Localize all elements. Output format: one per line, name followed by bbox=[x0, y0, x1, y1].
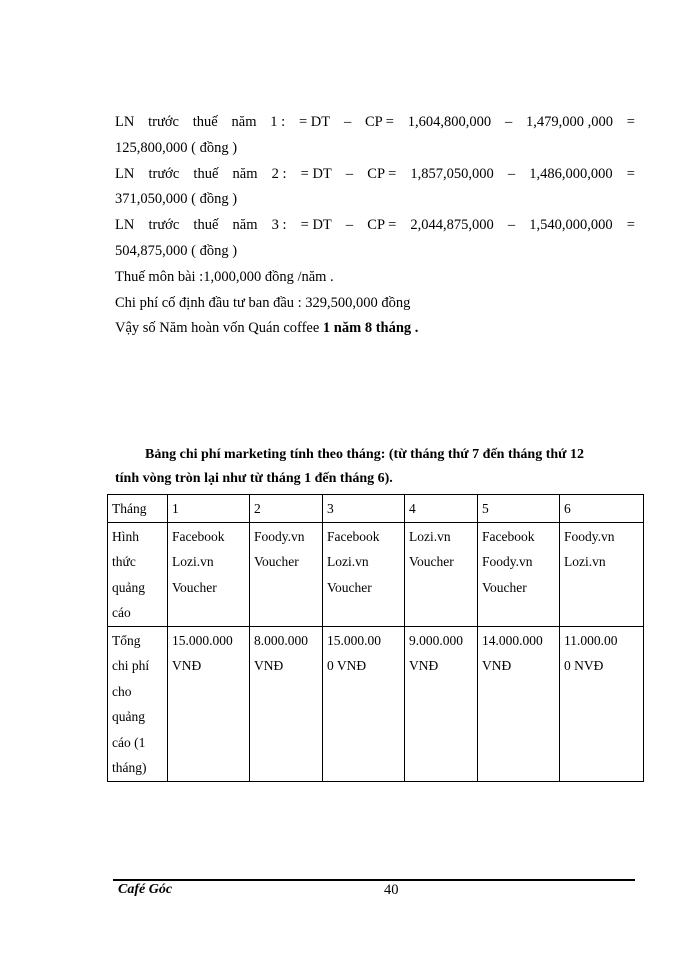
cost-cell: 9.000.000 VNĐ bbox=[405, 626, 478, 781]
profit-result-year-3: 504,875,000 ( đồng ) bbox=[115, 242, 238, 259]
cost-cell: 8.000.000 VNĐ bbox=[250, 626, 323, 781]
payback-line bbox=[115, 316, 635, 342]
table-caption-line-2: tính vòng tròn lại như từ tháng 1 đến tháng 6). bbox=[115, 471, 393, 486]
header-cell: 2 bbox=[250, 495, 323, 523]
license-tax-line: Thuế môn bài :1,000,000 đồng /năm . bbox=[115, 268, 334, 285]
table-row-ad-channels bbox=[108, 522, 644, 626]
ad-channels-cell: Foody.vn Voucher bbox=[250, 522, 323, 626]
marketing-cost-table bbox=[107, 494, 644, 782]
row-label-ad-type: Hình thức quảng cáo bbox=[108, 522, 168, 626]
row-label-total-cost: Tổng chi phí cho quảng cáo (1 tháng) bbox=[108, 626, 168, 781]
profit-line-year-3: LN trước thuế năm 3 : = DT – CP = 2,044,875,000 – 1,540,000,000 = bbox=[115, 217, 635, 234]
header-cell: 6 bbox=[560, 495, 644, 523]
footer-divider bbox=[113, 879, 635, 881]
ad-channels-cell: Foody.vn Lozi.vn bbox=[560, 522, 644, 626]
cost-cell: 15.000.000 VNĐ bbox=[168, 626, 250, 781]
payback-prefix: Vậy số Năm hoàn vốn Quán coffee bbox=[115, 320, 323, 337]
payback-value: 1 năm 8 tháng . bbox=[322, 320, 419, 337]
header-cell: 1 bbox=[168, 495, 250, 523]
footer-title: Café Góc bbox=[118, 882, 173, 897]
header-cell: 3 bbox=[323, 495, 405, 523]
fixed-cost-line: Chi phí cố định đầu tư ban đầu : 329,500,000 đồng bbox=[115, 294, 411, 311]
header-cell: 4 bbox=[405, 495, 478, 523]
profit-result-year-2: 371,050,000 ( đồng ) bbox=[115, 191, 238, 208]
profit-section bbox=[115, 110, 635, 342]
ad-channels-cell: Facebook Foody.vn Voucher bbox=[478, 522, 560, 626]
profit-result-year-1: 125,800,000 ( đồng ) bbox=[115, 139, 238, 156]
table-caption bbox=[115, 443, 635, 491]
header-cell-month: Tháng bbox=[108, 495, 168, 523]
cost-cell: 11.000.00 0 NVĐ bbox=[560, 626, 644, 781]
ad-channels-cell: Facebook Lozi.vn Voucher bbox=[323, 522, 405, 626]
header-cell: 5 bbox=[478, 495, 560, 523]
ad-channels-cell: Facebook Lozi.vn Voucher bbox=[168, 522, 250, 626]
ad-channels-cell: Lozi.vn Voucher bbox=[405, 522, 478, 626]
profit-line-year-1: LN trước thuế năm 1 : = DT – CP = 1,604,800,000 – 1,479,000 ,000 = bbox=[115, 114, 635, 130]
table-header-row bbox=[108, 495, 644, 523]
page-number: 40 bbox=[384, 882, 399, 898]
table-row-ad-costs bbox=[108, 626, 644, 781]
table-caption-line-1: Bảng chi phí marketing tính theo tháng: (từ tháng thứ 7 đến tháng thứ 12 bbox=[145, 447, 585, 462]
cost-cell: 15.000.00 0 VNĐ bbox=[323, 626, 405, 781]
cost-cell: 14.000.000 VNĐ bbox=[478, 626, 560, 781]
profit-line-year-2: LN trước thuế năm 2 : = DT – CP = 1,857,050,000 – 1,486,000,000 = bbox=[115, 165, 635, 182]
